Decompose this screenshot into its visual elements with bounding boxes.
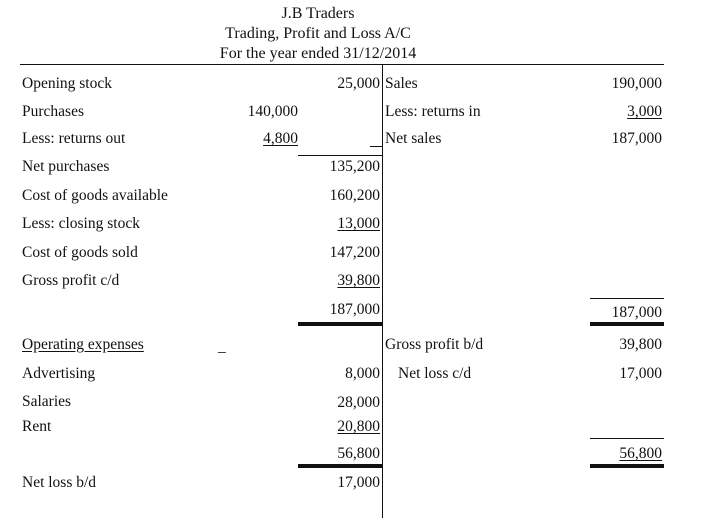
- trading-credit-total: 187,000: [611, 304, 662, 321]
- salaries-amount: 28,000: [337, 394, 380, 411]
- trading-credit-total-rule: [590, 322, 664, 326]
- opening-stock-amount: 25,000: [337, 75, 380, 92]
- gross-profit-bd-label: Gross profit b/d: [385, 336, 484, 353]
- net-sales-rule: [370, 146, 382, 147]
- goods-available-label: Cost of goods available: [22, 187, 168, 204]
- rent-amount: 20,800: [337, 418, 380, 435]
- rent-label: Rent: [22, 418, 52, 435]
- purchases-label: Purchases: [22, 103, 84, 120]
- returns-in-label: Less: returns in: [385, 103, 481, 120]
- gross-profit-cd-label: Gross profit c/d: [22, 272, 120, 289]
- advertising-label: Advertising: [22, 365, 96, 382]
- returns-out-label: Less: returns out: [22, 130, 126, 147]
- net-loss-bd-amount: 17,000: [337, 474, 380, 491]
- operating-expenses-heading: Operating expenses: [22, 336, 144, 353]
- net-sales-label: Net sales: [385, 130, 442, 147]
- closing-stock-label: Less: closing stock: [22, 215, 140, 232]
- net-loss-cd-amount: 17,000: [619, 365, 662, 382]
- net-purchases-rule: [298, 155, 382, 156]
- salaries-label: Salaries: [22, 393, 72, 410]
- opening-stock-label: Opening stock: [22, 75, 112, 92]
- pl-debit-total-rule: [298, 464, 382, 468]
- gross-profit-cd-amount: 39,800: [337, 272, 380, 289]
- goods-available-amount: 160,200: [329, 187, 380, 204]
- sales-amount: 190,000: [611, 75, 662, 92]
- trading-debit-total: 187,000: [329, 301, 380, 318]
- header-rule: [20, 64, 664, 65]
- statement-title: Trading, Profit and Loss A/C: [225, 25, 411, 42]
- advertising-amount: 8,000: [345, 365, 380, 382]
- returns-in-amount: 3,000: [627, 103, 662, 120]
- operating-expenses-dash: _: [218, 338, 226, 355]
- pl-credit-subtotal-rule: [590, 438, 664, 439]
- statement-period: For the year ended 31/12/2014: [219, 45, 417, 62]
- gross-profit-bd-amount: 39,800: [619, 336, 662, 353]
- returns-out-amount: 4,800: [263, 130, 298, 147]
- sales-label: Sales: [385, 75, 418, 92]
- ledger-divider: [382, 64, 383, 518]
- cogs-amount: 147,200: [329, 244, 380, 261]
- pl-credit-total-rule: [590, 464, 664, 468]
- trading-credit-subtotal-rule: [590, 298, 664, 299]
- net-loss-cd-label: Net loss c/d: [398, 365, 472, 382]
- company-name: J.B Traders: [281, 5, 355, 22]
- pl-credit-total: 56,800: [619, 445, 662, 462]
- trading-debit-total-rule: [298, 322, 382, 326]
- pl-debit-total: 56,800: [337, 445, 380, 462]
- net-purchases-amount: 135,200: [329, 158, 380, 175]
- cogs-label: Cost of goods sold: [22, 244, 138, 261]
- net-loss-bd-label: Net loss b/d: [22, 474, 97, 491]
- closing-stock-amount: 13,000: [337, 215, 380, 232]
- net-sales-amount: 187,000: [611, 130, 662, 147]
- net-purchases-label: Net purchases: [22, 158, 110, 175]
- purchases-amount: 140,000: [247, 103, 298, 120]
